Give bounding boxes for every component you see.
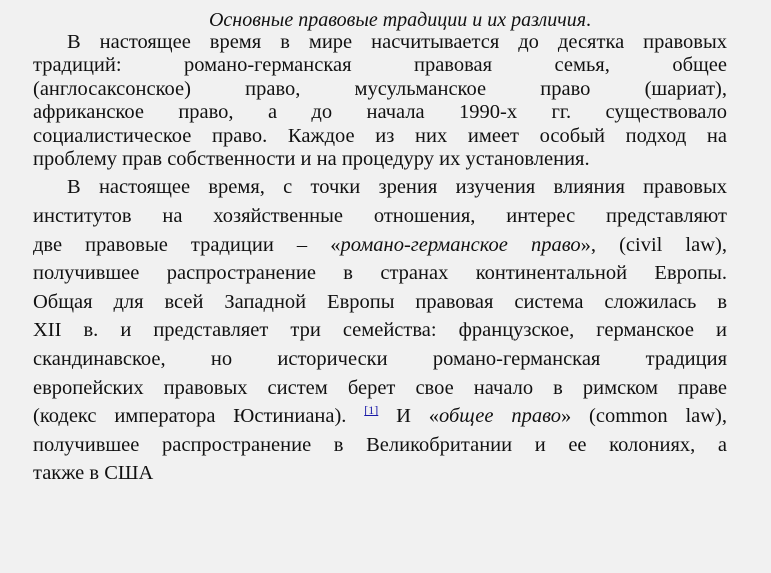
footnote-link[interactable]: [1] — [364, 403, 379, 418]
paragraph-2-line-1: В настоящее время, с точки зрения изучения влияния правовых — [67, 176, 727, 199]
line-9-text-a: (кодекс императора Юстиниана). — [33, 405, 365, 428]
line-3-text-a: две правовые традиции – « — [33, 233, 341, 256]
paragraph-2-line-5: Общая для всей Западной Европы правовая система сложилась в — [33, 290, 727, 313]
paragraph-2-line-4: получившее распространение в странах континентальной Европы. — [33, 262, 727, 285]
paragraph-2-line-6: XII в. и представляет три семейства: французское, германское и — [33, 319, 727, 342]
title-period: . — [586, 9, 592, 31]
paragraph-2 — [33, 173, 727, 488]
paragraph-2-line-9 — [33, 402, 727, 431]
paragraph-2-line-11: также в США — [33, 462, 154, 485]
paragraph-2-line-3 — [33, 231, 727, 260]
title-text: Основные правовые традиции и их различия — [208, 9, 587, 31]
paragraph-2-line-8: европейских правовых систем берет свое начало в римском праве — [33, 376, 727, 399]
paragraph-2-line-2: институтов на хозяйственные отношения, интерес представляют — [33, 205, 727, 228]
paragraph-2-line-10: получившее распространение в Великобритании и ее колониях, а — [33, 433, 727, 456]
paragraph-1-line-5: социалистическое право. Каждое из них имеет особый подход на — [33, 124, 727, 147]
paragraph-1-line-4: африканское право, а до начала 1990-х гг. существовало — [33, 101, 727, 124]
line-9-text-b: И « — [378, 405, 440, 428]
paragraph-2-line-7: скандинавское, но исторически романо-германская традиция — [33, 348, 727, 370]
document-page — [33, 9, 727, 488]
civil-law-term: романо-германское право — [340, 233, 581, 256]
paragraph-1-line-2: традиций: романо-германская правовая семья, общее — [33, 54, 727, 77]
paragraph-1-line-6: проблему прав собственности и на процедуру их установления. — [33, 148, 590, 171]
document-title — [33, 9, 727, 31]
paragraph-1-line-3: (англосаксонское) право, мусульманское право (шариат), — [33, 77, 727, 100]
common-law-term: общее право — [439, 405, 561, 428]
paragraph-1-line-1: В настоящее время в мире насчитывается до десятка правовых — [67, 31, 727, 53]
paragraph-1 — [33, 31, 727, 171]
line-9-text-c: » (common law), — [560, 405, 727, 428]
line-3-text-b: », (civil law), — [580, 233, 727, 256]
